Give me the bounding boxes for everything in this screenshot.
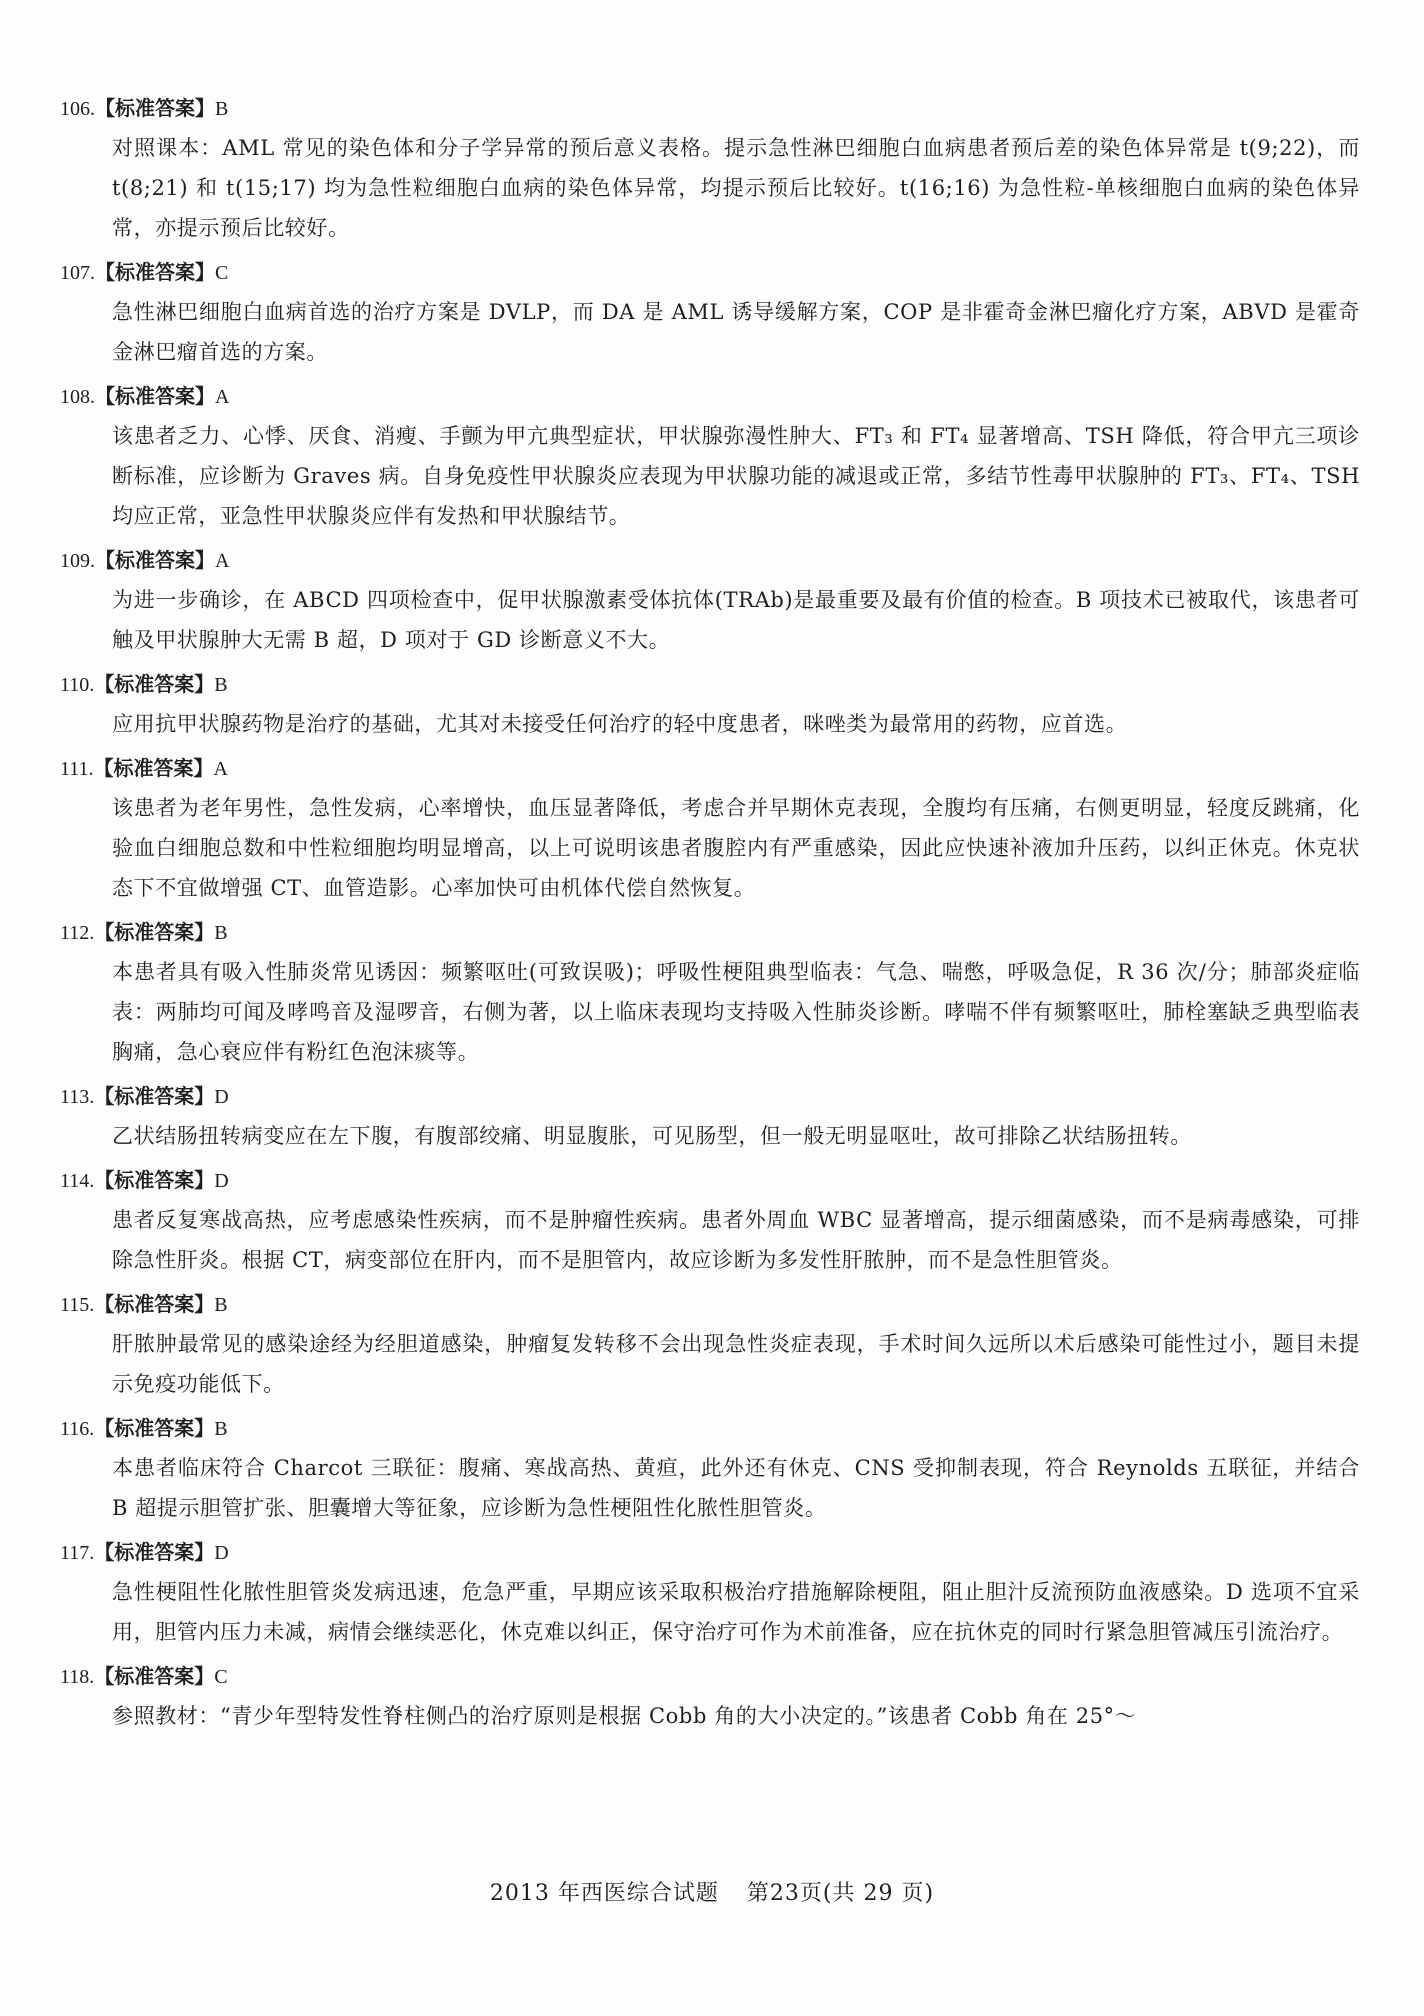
standard-answer-label: 【标准答案】	[95, 260, 215, 284]
answer-heading	[60, 1532, 1360, 1572]
answer-heading	[60, 1076, 1360, 1116]
answer-entry-111	[60, 748, 1360, 908]
answer-entry-116	[60, 1408, 1360, 1528]
answer-entry-117	[60, 1532, 1360, 1652]
answer-letter: B	[214, 674, 228, 696]
answer-explanation: 患者反复寒战高热，应考虑感染性疾病，而不是肿瘤性疾病。患者外周血 WBC 显著增高，提示细菌感染，而不是病毒感染，可排除急性肝炎。根据 CT，病变部位在肝内，而不是胆管内，故应诊断为多发性肝脓肿，而不是急性胆管炎。	[112, 1208, 1360, 1272]
answer-explanation: 急性淋巴细胞白血病首选的治疗方案是 DVLP，而 DA 是 AML 诱导缓解方案，COP 是非霍奇金淋巴瘤化疗方案，ABVD 是霍奇金淋巴瘤首选的方案。	[112, 300, 1360, 364]
standard-answer-label: 【标准答案】	[95, 384, 215, 408]
question-number: 110.	[60, 674, 95, 696]
answer-letter: A	[213, 758, 228, 780]
question-number: 111.	[60, 758, 94, 780]
page-number: 第23页(共 29 页)	[746, 1881, 935, 1906]
answer-explanation: 为进一步确诊，在 ABCD 四项检查中，促甲状腺激素受体抗体(TRAb)是最重要及最有价值的检查。B 项技术已被取代，该患者可触及甲状腺肿大无需 B 超，D 项对于 GD 诊断意义不大。	[112, 588, 1360, 652]
question-number: 107.	[60, 262, 95, 284]
standard-answer-label: 【标准答案】	[95, 548, 215, 572]
question-number: 108.	[60, 386, 95, 408]
answer-letter: D	[214, 1542, 229, 1564]
answer-letter: A	[215, 386, 230, 408]
answer-letter: B	[214, 1418, 228, 1440]
question-number: 115.	[60, 1294, 95, 1316]
exam-title: 2013 年西医综合试题	[489, 1881, 719, 1906]
answer-heading	[60, 1160, 1360, 1200]
answer-heading	[60, 1408, 1360, 1448]
question-number: 112.	[60, 922, 95, 944]
answer-heading	[60, 376, 1360, 416]
answer-entry-110	[60, 664, 1360, 744]
answer-entry-112	[60, 912, 1360, 1072]
answer-explanation: 参照教材：“青少年型特发性脊柱侧凸的治疗原则是根据 Cobb 角的大小决定的。”该患者 Cobb 角在 25°～	[112, 1704, 1137, 1728]
standard-answer-label: 【标准答案】	[94, 1168, 215, 1192]
question-number: 118.	[60, 1666, 95, 1688]
answer-explanation: 本患者具有吸入性肺炎常见诱因：频繁呕吐(可致误吸)；呼吸性梗阻典型临表：气急、喘憋，呼吸急促，R 36 次/分；肺部炎症临表：两肺均可闻及哮鸣音及湿啰音，右侧为著，以上临床表现均支持吸入性肺炎诊断。哮喘不伴有频繁呕吐，肺栓塞缺乏典型临表胸痛，急心衰应伴有粉红色泡沫痰等。	[112, 960, 1360, 1064]
standard-answer-label: 【标准答案】	[94, 1416, 215, 1440]
answer-heading	[60, 252, 1360, 292]
standard-answer-label: 【标准答案】	[94, 1664, 215, 1688]
answer-letter: B	[214, 922, 228, 944]
answer-explanation: 肝脓肿最常见的感染途经为经胆道感染，肿瘤复发转移不会出现急性炎症表现，手术时间久远所以术后感染可能性过小，题目未提示免疫功能低下。	[112, 1332, 1360, 1396]
answer-letter: D	[214, 1086, 229, 1108]
answer-letter: A	[215, 550, 230, 572]
answer-explanation: 该患者为老年男性，急性发病，心率增快，血压显著降低，考虑合并早期休克表现，全腹均有压痛，右侧更明显，轻度反跳痛，化验血白细胞总数和中性粒细胞均明显增高，以上可说明该患者腹腔内有严重感染，因此应快速补液加升压药，以纠正休克。休克状态下不宜做增强 CT、血管造影。心率加快可由机体代偿自然恢复。	[112, 796, 1360, 900]
question-number: 114.	[60, 1170, 95, 1192]
question-number: 116.	[60, 1418, 95, 1440]
answer-heading	[60, 748, 1360, 788]
page-footer	[0, 1876, 1424, 1907]
answer-entry-118	[60, 1656, 1360, 1736]
answer-explanation: 应用抗甲状腺药物是治疗的基础，尤其对未接受任何治疗的轻中度患者，咪唑类为最常用的药物，应首选。	[112, 712, 1128, 736]
answer-heading	[60, 664, 1360, 704]
answer-heading	[60, 88, 1360, 128]
answer-entry-115	[60, 1284, 1360, 1404]
answer-heading	[60, 540, 1360, 580]
answer-letter: B	[215, 98, 229, 120]
answer-entry-108	[60, 376, 1360, 536]
question-number: 106.	[60, 98, 95, 120]
answer-letter: C	[214, 1666, 228, 1688]
question-number: 117.	[60, 1542, 95, 1564]
standard-answer-label: 【标准答案】	[95, 96, 215, 120]
answer-heading	[60, 1284, 1360, 1324]
answer-entry-109	[60, 540, 1360, 660]
standard-answer-label: 【标准答案】	[94, 920, 215, 944]
answer-letter: D	[214, 1170, 229, 1192]
answer-entry-107	[60, 252, 1360, 372]
standard-answer-label: 【标准答案】	[94, 1292, 215, 1316]
standard-answer-label: 【标准答案】	[94, 1084, 215, 1108]
answer-letter: C	[215, 262, 229, 284]
answer-explanations	[60, 88, 1360, 1740]
answer-heading	[60, 912, 1360, 952]
answer-entry-106	[60, 88, 1360, 248]
standard-answer-label: 【标准答案】	[94, 1540, 215, 1564]
answer-letter: B	[214, 1294, 228, 1316]
answer-explanation: 对照课本：AML 常见的染色体和分子学异常的预后意义表格。提示急性淋巴细胞白血病患者预后差的染色体异常是 t(9;22)，而 t(8;21) 和 t(15;17) 均为急性粒细胞白血病的染色体异常，均提示预后比较好。t(16;16) 为急性粒-单核细胞白血病的染色体异常，亦提示预后比较好。	[112, 136, 1360, 240]
answer-entry-114	[60, 1160, 1360, 1280]
answer-explanation: 乙状结肠扭转病变应在左下腹，有腹部绞痛、明显腹胀，可见肠型，但一般无明显呕吐，故可排除乙状结肠扭转。	[112, 1124, 1192, 1148]
standard-answer-label: 【标准答案】	[93, 756, 214, 780]
answer-explanation: 该患者乏力、心悸、厌食、消瘦、手颤为甲亢典型症状，甲状腺弥漫性肿大、FT₃ 和 FT₄ 显著增高、TSH 降低，符合甲亢三项诊断标准，应诊断为 Graves 病。自身免疫性甲状腺炎应表现为甲状腺功能的减退或正常，多结节性毒甲状腺肿的 FT₃、FT₄、TSH 均应正常，亚急性甲状腺炎应伴有发热和甲状腺结节。	[112, 424, 1360, 528]
standard-answer-label: 【标准答案】	[94, 672, 215, 696]
answer-heading	[60, 1656, 1360, 1696]
answer-explanation: 急性梗阻性化脓性胆管炎发病迅速，危急严重，早期应该采取积极治疗措施解除梗阻，阻止胆汁反流预防血液感染。D 选项不宜采用，胆管内压力未减，病情会继续恶化，休克难以纠正，保守治疗可作为术前准备，应在抗休克的同时行紧急胆管减压引流治疗。	[112, 1580, 1360, 1644]
answer-explanation: 本患者临床符合 Charcot 三联征：腹痛、寒战高热、黄疸，此外还有休克、CNS 受抑制表现，符合 Reynolds 五联征，并结合 B 超提示胆管扩张、胆囊增大等征象，应诊断为急性梗阻性化脓性胆管炎。	[112, 1456, 1360, 1520]
answer-entry-113	[60, 1076, 1360, 1156]
question-number: 113.	[60, 1086, 95, 1108]
question-number: 109.	[60, 550, 95, 572]
